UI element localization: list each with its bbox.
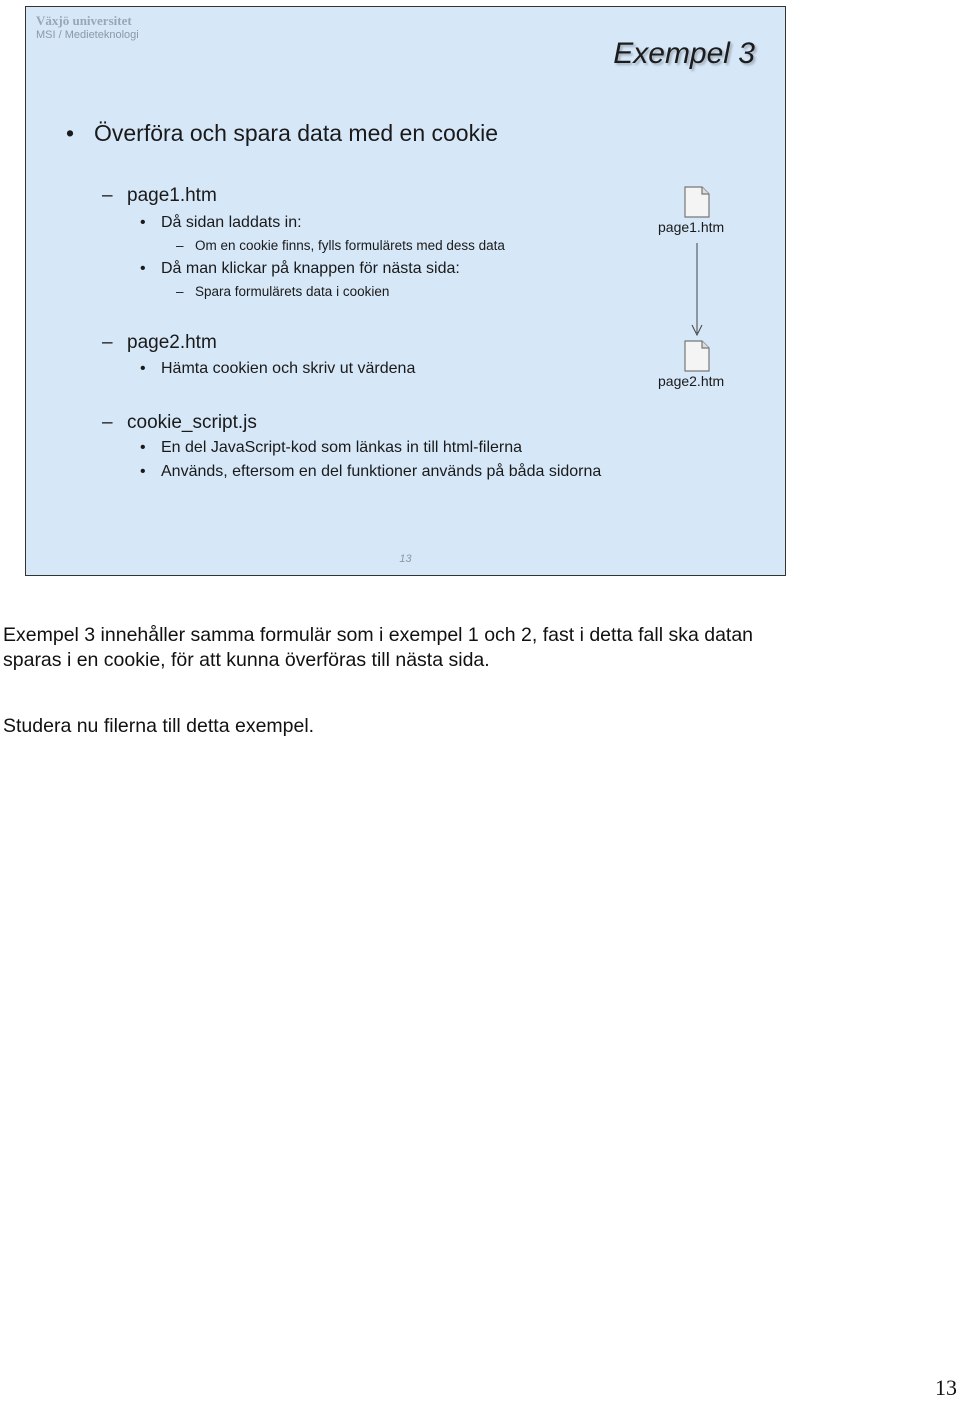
page1-item-loaded: Då sidan laddats in: — [161, 214, 302, 231]
script-heading: cookie_script.js — [127, 412, 257, 433]
page1-heading: page1.htm — [127, 185, 217, 206]
flow-arrow — [690, 243, 704, 337]
notes-line-3: Studera nu filerna till detta exempel. — [3, 715, 315, 737]
slide-title: Exempel 3 — [613, 37, 755, 70]
main-bullet: Överföra och spara data med en cookie — [94, 120, 499, 146]
file-label-page2: page2.htm — [658, 373, 725, 389]
page1-item-click-detail: Spara formulärets data i cookien — [195, 284, 390, 299]
dash-marker: – — [102, 412, 113, 433]
script-item-shared: Används, eftersom en del funktioner används på båda sidorna — [161, 463, 602, 480]
page2-item-fetch: Hämta cookien och skriv ut värdena — [161, 360, 416, 377]
page1-item-click: Då man klickar på knappen för nästa sida: — [161, 260, 460, 277]
document-icon — [684, 186, 710, 218]
bullet-marker: • — [140, 260, 146, 277]
bullet-marker: • — [140, 439, 146, 456]
document-icon — [684, 340, 710, 372]
dash-marker: – — [176, 238, 184, 253]
slide — [25, 6, 786, 576]
dash-marker: – — [176, 284, 184, 299]
bullet-marker: • — [140, 360, 146, 377]
page2-heading: page2.htm — [127, 332, 217, 353]
dash-marker: – — [102, 185, 113, 206]
page1-item-loaded-detail: Om en cookie finns, fylls formulärets med dess data — [195, 238, 505, 253]
university-name: Växjö universitet — [36, 13, 132, 28]
bullet-marker: • — [140, 214, 146, 231]
file-label-page1: page1.htm — [658, 219, 725, 235]
dash-marker: – — [102, 332, 113, 353]
department-name: MSI / Medieteknologi — [36, 29, 139, 41]
bullet-marker: • — [66, 120, 75, 146]
page-number: 13 — [935, 1375, 957, 1400]
notes-line-2: sparas i en cookie, för att kunna överföras till nästa sida. — [3, 649, 490, 671]
bullet-marker: • — [140, 463, 146, 480]
slide-page-number: 13 — [399, 553, 412, 565]
script-item-linked: En del JavaScript-kod som länkas in till html-filerna — [161, 439, 523, 456]
notes-line-1: Exempel 3 innehåller samma formulär som i exempel 1 och 2, fast i detta fall ska datan — [3, 624, 754, 646]
